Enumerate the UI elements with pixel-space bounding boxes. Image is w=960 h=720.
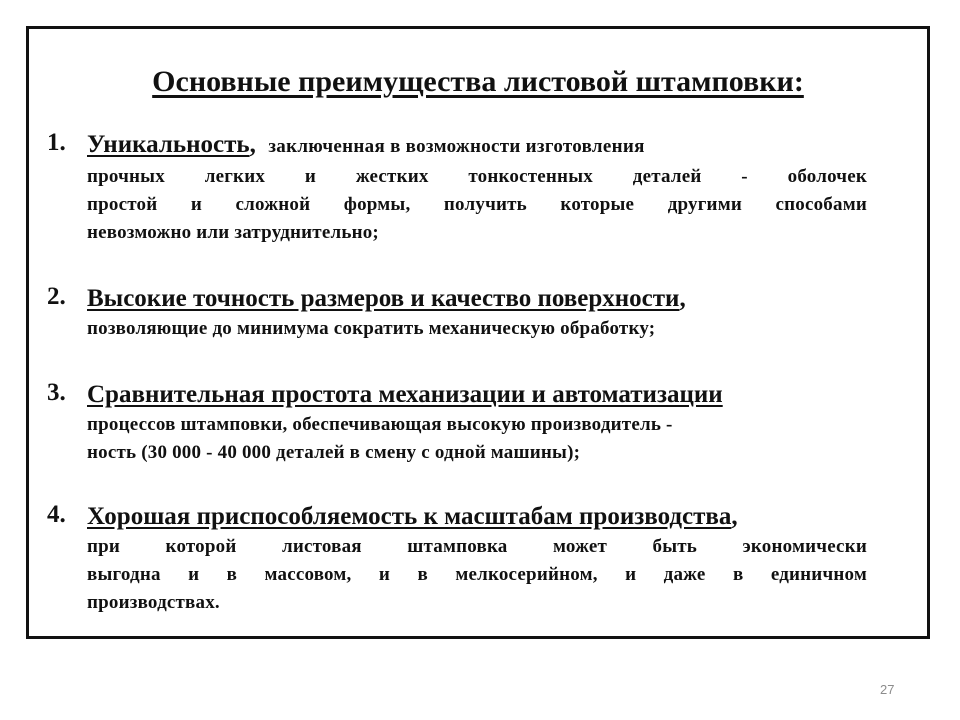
item-lead: Сравнительная простота механизации и автоматизации bbox=[87, 381, 723, 408]
item-line: процессов штамповки, обеспечивающая высокую производитель - bbox=[87, 414, 673, 435]
item-body bbox=[87, 163, 899, 247]
item-heading bbox=[87, 283, 899, 315]
item-line: ность (30 000 - 40 000 деталей в смену с одной машины); bbox=[87, 442, 581, 463]
item-number: 1. bbox=[47, 129, 66, 156]
list-item-2 bbox=[47, 283, 899, 343]
item-line: при которой листовая штамповка может быть экономически bbox=[87, 536, 867, 557]
item-line: позволяющие до минимума сократить механическую обработку; bbox=[87, 318, 656, 339]
list-item-4 bbox=[47, 501, 899, 617]
item-body bbox=[87, 315, 899, 343]
list-item-3 bbox=[47, 379, 899, 467]
item-number: 2. bbox=[47, 283, 66, 310]
item-body bbox=[87, 411, 899, 467]
item-lead-punct: , bbox=[249, 131, 256, 158]
item-lead: Хорошая приспособляемость к масштабам производства bbox=[87, 503, 732, 530]
list-item-1 bbox=[47, 129, 899, 247]
slide-frame bbox=[26, 26, 930, 639]
item-heading bbox=[87, 379, 899, 411]
item-rest: заключенная в возможности изготовления bbox=[268, 136, 645, 157]
item-line: выгодна и в массовом, и в мелкосерийном, и даже в единичном bbox=[87, 564, 867, 585]
item-number: 4. bbox=[47, 501, 66, 528]
item-lead: Уникальность bbox=[87, 131, 250, 158]
item-body bbox=[87, 533, 899, 617]
item-line: производствах. bbox=[87, 592, 220, 613]
item-line: простой и сложной формы, получить которые другими способами bbox=[87, 194, 867, 215]
item-lead-punct: , bbox=[679, 285, 686, 312]
item-line: прочных легких и жестких тонкостенных деталей - оболочек bbox=[87, 166, 867, 187]
slide-title: Основные преимущества листовой штамповки: bbox=[152, 65, 804, 98]
item-line: невозможно или затруднительно; bbox=[87, 222, 379, 243]
item-heading bbox=[87, 501, 899, 533]
item-heading bbox=[87, 129, 899, 163]
item-lead: Высокие точность размеров и качество поверхности bbox=[87, 285, 680, 312]
page-number: 27 bbox=[880, 682, 895, 697]
item-lead-punct: , bbox=[731, 503, 738, 530]
item-number: 3. bbox=[47, 379, 66, 406]
